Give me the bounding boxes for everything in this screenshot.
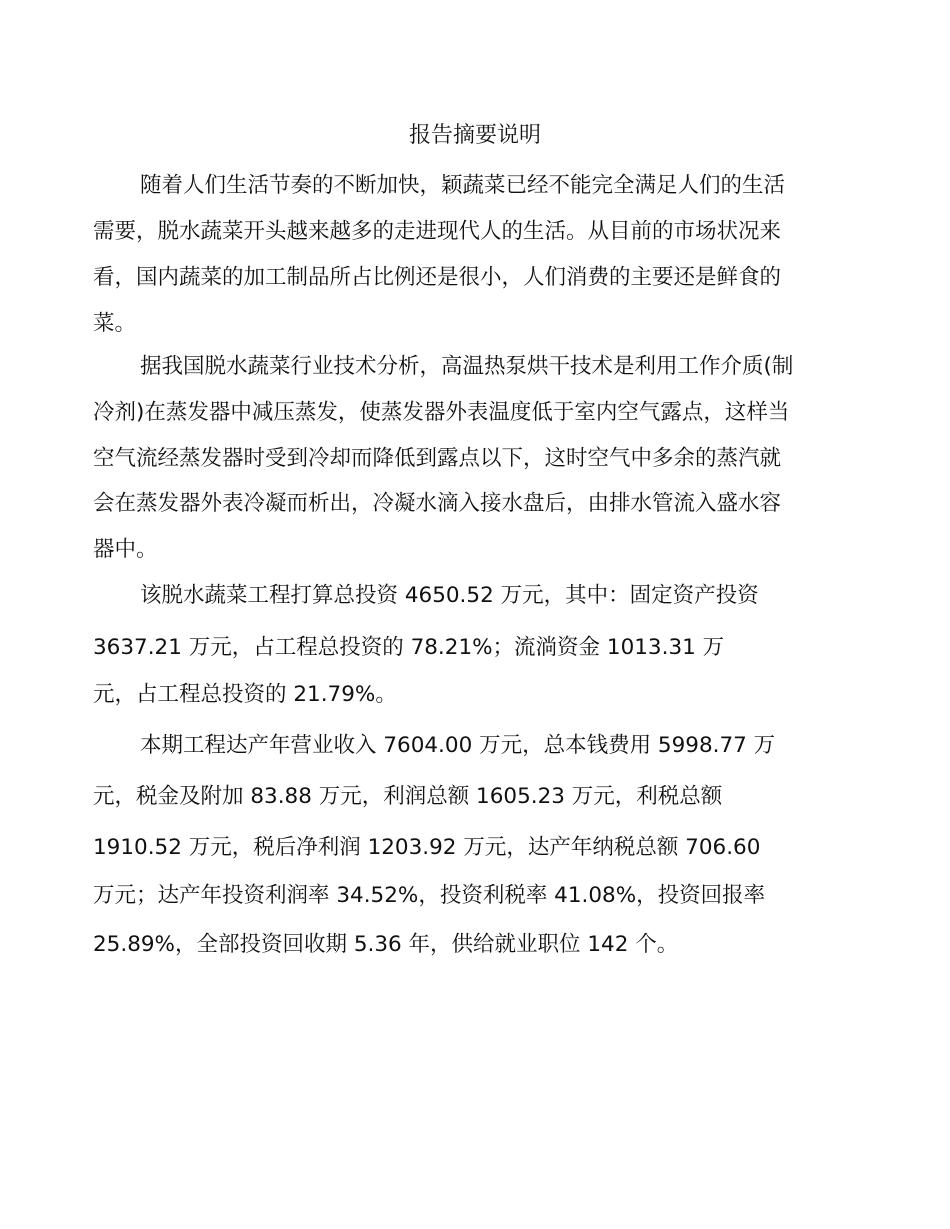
text-line: 菜。 xyxy=(93,311,137,336)
text-line: 据我国脱水蔬菜行业技术分析，高温热泵烘干技术是利用工作介质(制 xyxy=(140,354,794,379)
text-line: 该脱水蔬菜工程打算总投资 4650.52 万元，其中：固定资产投资 xyxy=(140,583,759,608)
text-line: 本期工程达产年营业收入 7604.00 万元，总本钱费用 5998.77 万 xyxy=(140,733,776,758)
text-line: 3637.21 万元，占工程总投资的 78.21%；流淌资金 1013.31 万 xyxy=(93,635,725,660)
text-line: 元，税金及附加 83.88 万元，利润总额 1605.23 万元，利税总额 xyxy=(93,784,723,809)
text-line: 25.89%，全部投资回收期 5.36 年，供给就业职位 142 个。 xyxy=(93,932,679,957)
text-line: 需要，脱水蔬菜开头越来越多的走进现代人的生活。从目前的市场状况来 xyxy=(93,219,782,244)
text-line: 器中。 xyxy=(93,537,158,562)
text-line: 空气流经蒸发器时受到冷却而降低到露点以下，这时空气中多余的蒸汽就 xyxy=(93,446,782,471)
report-title: 报告摘要说明 xyxy=(408,123,541,148)
text-line: 万元；达产年投资利润率 34.52%，投资利税率 41.08%，投资回报率 xyxy=(93,883,766,908)
text-line: 随着人们生活节奏的不断加快，颖蔬菜已经不能完全满足人们的生活 xyxy=(140,173,786,198)
text-line: 看，国内蔬菜的加工制品所占比例还是很小，人们消费的主要还是鲜食的 xyxy=(93,265,782,290)
text-line: 冷剂)在蒸发器中减压蒸发，使蒸发器外表温度低于室内空气露点，这样当 xyxy=(93,400,790,425)
text-line: 1910.52 万元，税后净利润 1203.92 万元，达产年纳税总额 706.60 xyxy=(93,835,761,860)
text-line: 元，占工程总投资的 21.79%。 xyxy=(93,682,397,707)
text-line: 会在蒸发器外表冷凝而析出，冷凝水滴入接水盘后，由排水管流入盛水容 xyxy=(93,491,782,516)
